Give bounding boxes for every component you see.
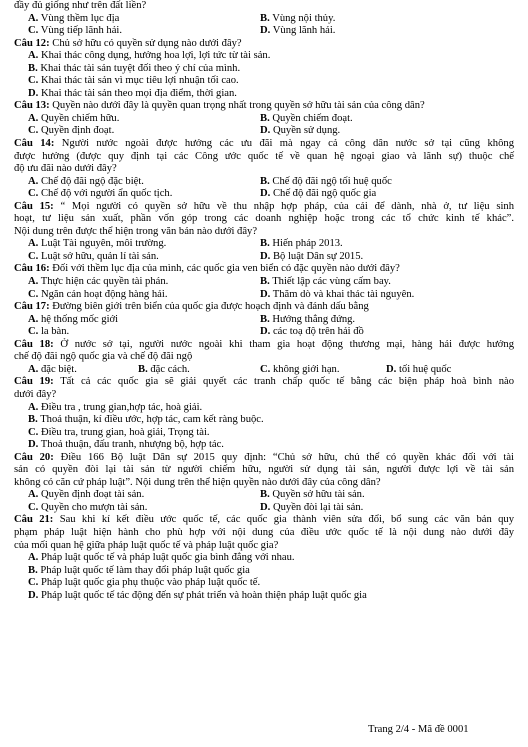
answer-option[interactable] [28, 427, 210, 440]
option-letter: B. [28, 414, 38, 426]
answer-option[interactable] [28, 577, 260, 590]
option-text: Hiến pháp 2013. [272, 238, 343, 250]
answer-option[interactable] [28, 88, 237, 101]
option-text: Bộ luật Dân sự 2015. [272, 250, 364, 262]
text-line [14, 427, 514, 440]
question-text: Đường biên giới trên biển của quốc gia được hoạch định và đánh dấu bằng [52, 301, 369, 313]
text: sản có quyền đòi lại tài sản từ người chiếm hữu, người sử dụng tài sản, người được lợi về tài sản [14, 464, 514, 476]
answer-option[interactable] [28, 238, 166, 251]
question-number: Câu 18: [14, 338, 54, 350]
question-number: Câu 21: [14, 514, 54, 526]
text-line [14, 263, 514, 276]
text-line [14, 326, 514, 339]
option-text: Quyền sử dụng. [272, 125, 341, 137]
answer-option[interactable] [260, 188, 376, 201]
text-line [14, 188, 514, 201]
option-letter: D. [260, 501, 271, 513]
option-text: Pháp luật quốc tế tác động đến sự phát triển và hoàn thiện pháp luật quốc gia [40, 589, 367, 601]
option-text: Quyền chiếm hữu. [40, 112, 120, 124]
option-text: Thoả thuận, đấu tranh, nhượng bộ, hợp tác. [40, 439, 224, 451]
question-text: Chủ sở hữu có quyền sử dụng nào dưới đây? [52, 37, 242, 49]
option-text: Pháp luật quốc tế và pháp luật quốc gia bình đẳng với nhau. [40, 552, 295, 564]
text-line [14, 577, 514, 590]
question-number: Câu 19: [14, 376, 54, 388]
option-letter: D. [28, 87, 39, 99]
answer-option[interactable] [28, 188, 172, 201]
option-letter: C. [28, 75, 39, 87]
text-line [14, 289, 514, 302]
option-letter: D. [260, 125, 271, 137]
answer-option[interactable] [260, 364, 339, 377]
option-letter: A. [28, 401, 39, 413]
option-letter: D. [260, 188, 271, 200]
option-text: không giới hạn. [272, 363, 340, 375]
text-line [14, 389, 514, 402]
question-text: Sau khi kí kết điều ước quốc tế, các quốc gia thành viên sửa đổi, bổ sung các văn bản quy [59, 514, 514, 526]
option-letter: A. [28, 363, 39, 375]
option-letter: C. [28, 25, 39, 37]
text-line [14, 176, 514, 189]
question-text: “ Mọi người có quyền sở hữu về thu nhập hợp pháp, của cải để dành, nhà ở, tư liệu sinh [60, 200, 515, 212]
text-line [14, 100, 514, 113]
option-text: Pháp luật quốc gia phụ thuộc vào pháp luật quốc tế. [40, 577, 261, 589]
question-text: Quyền nào dưới đây là quyền quan trọng nhất trong quyền sở hữu tài sản của công dân? [52, 100, 425, 112]
option-text: Vùng tiếp lãnh hải. [40, 25, 122, 37]
option-letter: B. [260, 175, 270, 187]
answer-option[interactable] [28, 13, 119, 26]
option-letter: B. [28, 62, 38, 74]
answer-option[interactable] [260, 289, 414, 302]
option-letter: C. [28, 288, 39, 300]
answer-option[interactable] [28, 590, 367, 603]
option-letter: B. [260, 276, 270, 288]
option-letter: A. [28, 12, 39, 24]
question-text: Đối với thềm lục địa của mình, các quốc gia ven biển có đặc quyền nào dưới đây? [52, 263, 400, 275]
text-line [14, 201, 514, 214]
text-line [14, 514, 514, 527]
option-text: Khai thác tài sản tuyệt đối theo ý chí của mình. [40, 62, 241, 74]
option-text: Luật sở hữu, quản lí tài sản. [40, 250, 159, 262]
option-text: la bàn. [40, 326, 70, 338]
option-letter: A. [28, 313, 39, 325]
option-text: Quyền sở hữu tài sản. [272, 489, 365, 501]
text-line [14, 314, 514, 327]
text-line [14, 50, 514, 63]
text-line [14, 226, 514, 239]
option-text: Điều tra , trung gian,hợp tác, hoà giải. [40, 401, 203, 413]
text-line [14, 301, 514, 314]
answer-option[interactable] [260, 326, 364, 339]
text: dưới đây? [14, 388, 57, 400]
answer-option[interactable] [260, 489, 365, 502]
option-text: Quyền định đoạt. [40, 125, 115, 137]
text-line [14, 339, 514, 352]
answer-option[interactable] [28, 75, 239, 88]
text-line [14, 125, 514, 138]
text: đầy đủ giống như trên đất liền? [14, 0, 147, 11]
answer-option[interactable] [28, 489, 144, 502]
answer-option[interactable] [28, 251, 159, 264]
option-text: tối huệ quốc [398, 363, 452, 375]
answer-option[interactable] [28, 414, 264, 427]
option-text: Thăm dò và khai thác tài nguyên. [272, 288, 415, 300]
option-text: hệ thống mốc giới [40, 313, 119, 325]
text-line [14, 565, 514, 578]
question-text: Điều 166 Bộ luật Dân sự 2015 quy định: “Chủ sở hữu, chủ thể có quyền khác đối với tài [60, 451, 515, 463]
text-line [14, 25, 514, 38]
option-text: đặc biệt. [40, 363, 77, 375]
text-line [14, 0, 514, 13]
option-letter: B. [260, 12, 270, 24]
option-text: Khai thác công dụng, hưởng hoa lợi, lợi tức từ tài sản. [40, 50, 271, 62]
text-line [14, 276, 514, 289]
option-text: Ngăn cản hoạt động hàng hải. [40, 288, 168, 300]
option-letter: C. [28, 188, 39, 200]
option-letter: B. [260, 112, 270, 124]
question-number: Câu 15: [14, 200, 54, 212]
answer-option[interactable] [28, 63, 240, 76]
text: hoạt, tư liệu sản xuất, phần vốn góp trong các doanh nghiệp hoặc trong các tổ chức kinh tế khác”. [14, 213, 514, 225]
answer-option[interactable] [28, 402, 202, 415]
question-number: Câu 14: [14, 138, 55, 150]
option-letter: A. [28, 112, 39, 124]
question-number: Câu 12: [14, 37, 50, 49]
answer-option[interactable] [28, 364, 77, 377]
text-line [14, 38, 514, 51]
option-text: các toạ độ trên hải đồ [272, 326, 364, 338]
question-number: Câu 13: [14, 100, 50, 112]
option-text: Quyền đòi lại tài sản. [272, 501, 364, 513]
text-line [14, 464, 514, 477]
option-letter: C. [28, 501, 39, 513]
option-text: Quyền định đoạt tài sản. [40, 489, 145, 501]
answer-option[interactable] [260, 13, 335, 26]
option-text: Khai thác tài sản theo mọi địa điểm, thời gian. [40, 87, 237, 99]
option-letter: B. [260, 238, 270, 250]
answer-option[interactable] [260, 238, 343, 251]
answer-option[interactable] [260, 113, 353, 126]
text-line [14, 113, 514, 126]
option-letter: D. [260, 250, 271, 262]
text: độ ưu đãi nào dưới đây? [14, 163, 117, 175]
answer-option[interactable] [28, 276, 168, 289]
option-letter: B. [260, 313, 270, 325]
option-letter: B. [260, 489, 270, 501]
option-text: Hướng thẳng đứng. [272, 313, 356, 325]
option-letter: B. [28, 564, 38, 576]
answer-option[interactable] [28, 289, 167, 302]
answer-option[interactable] [28, 314, 118, 327]
option-letter: A. [28, 552, 39, 564]
answer-option[interactable] [28, 439, 224, 452]
option-text: Chế độ với người ẩn quốc tịch. [40, 188, 173, 200]
answer-option[interactable] [28, 50, 270, 63]
answer-option[interactable] [28, 326, 69, 339]
answer-option[interactable] [28, 552, 295, 565]
answer-option[interactable] [386, 364, 451, 377]
option-text: Thiết lập các vùng cấm bay. [272, 276, 391, 288]
text-line [14, 63, 514, 76]
answer-option[interactable] [138, 364, 190, 377]
text-line [14, 151, 514, 164]
option-letter: C. [260, 363, 271, 375]
option-letter: D. [260, 326, 271, 338]
text-line [14, 552, 514, 565]
text-line [14, 477, 514, 490]
option-letter: D. [28, 439, 39, 451]
option-text: Quyền cho mượn tài sản. [40, 501, 148, 513]
option-text: đặc cách. [150, 363, 190, 375]
option-letter: D. [260, 288, 271, 300]
question-number: Câu 16: [14, 263, 50, 275]
option-text: Vùng thềm lục địa [40, 12, 120, 24]
text-line [14, 138, 514, 151]
answer-option[interactable] [260, 125, 340, 138]
text-line [14, 364, 514, 377]
text-line [14, 452, 514, 465]
answer-option[interactable] [260, 251, 363, 264]
text-line [14, 75, 514, 88]
text-line [14, 502, 514, 515]
text: không có căn cứ pháp luật”. Nội dung trên thể hiện quyền nào dưới đây của công dân? [14, 476, 381, 488]
question-text: Ở nước sở tại, người nước ngoài khi tham gia hoạt động thương mại, hàng hải được hưởng [60, 338, 515, 350]
option-letter: D. [28, 589, 39, 601]
option-text: Vùng lãnh hải. [272, 25, 336, 37]
option-text: Luật Tài nguyên, môi trường. [40, 238, 167, 250]
option-letter: C. [28, 577, 39, 589]
option-text: Quyền chiếm đoạt. [272, 112, 353, 124]
text-line [14, 88, 514, 101]
text: được hưởng (được quy định tại các Công ước quốc tế về quan hệ ngoại giao và lãnh sự) thuộc chế [14, 150, 514, 162]
answer-option[interactable] [28, 565, 250, 578]
answer-option[interactable] [28, 502, 147, 515]
option-letter: C. [28, 326, 39, 338]
text-line [14, 540, 514, 553]
option-text: Pháp luật quốc tế làm thay đổi pháp luật quốc gia [40, 564, 250, 576]
option-letter: A. [28, 238, 39, 250]
answer-option[interactable] [260, 502, 363, 515]
answer-option[interactable] [260, 176, 392, 189]
option-text: Chế độ đãi ngộ tối huệ quốc [272, 175, 392, 187]
text-line [14, 251, 514, 264]
page-footer: Trang 2/4 - Mã đề 0001 [368, 724, 469, 735]
option-text: Vùng nội thủy. [272, 12, 336, 24]
text-line [14, 402, 514, 415]
text-line [14, 351, 514, 364]
question-text: Tất cả các quốc gia sẽ giải quyết các tranh chấp quốc tế bằng các biện pháp hoà bình nào [60, 376, 514, 388]
option-letter: A. [28, 50, 39, 62]
question-number: Câu 20: [14, 451, 54, 463]
option-text: Chế độ đãi ngộ đặc biệt. [40, 175, 144, 187]
answer-option[interactable] [260, 314, 355, 327]
option-letter: D. [386, 363, 397, 375]
text-line [14, 13, 514, 26]
text-line [14, 376, 514, 389]
option-text: Thực hiện các quyền tài phán. [40, 276, 169, 288]
option-text: Chế độ đãi ngộ quốc gia [272, 188, 377, 200]
option-letter: C. [28, 426, 39, 438]
option-text: Khai thác tài sản vì mục tiêu lợi nhuận tối cao. [40, 75, 239, 87]
text-line [14, 238, 514, 251]
question-text: Người nước ngoài được hưởng các ưu đãi mà ngay cả công dân nước sở tại cũng không [61, 138, 514, 150]
text-line [14, 439, 514, 452]
text-line [14, 213, 514, 226]
text-line [14, 414, 514, 427]
option-text: Thoả thuận, kí điều ước, hợp tác, cam kết ràng buộc. [40, 414, 264, 426]
text: phạm pháp luật hiện hành cho phù hợp với nội dung của điều ước quốc tế là nội dung nào dưới đây [14, 526, 514, 538]
text-line [14, 590, 514, 603]
text-line [14, 527, 514, 540]
answer-option[interactable] [28, 113, 119, 126]
exam-page-body [14, 0, 514, 602]
text: của mối quan hệ giữa pháp luật quốc tế và pháp luật quốc gia? [14, 539, 279, 551]
option-letter: D. [260, 25, 271, 37]
answer-option[interactable] [28, 176, 144, 189]
answer-option[interactable] [260, 25, 335, 38]
answer-option[interactable] [28, 125, 114, 138]
option-text: Điều tra, trung gian, hoà giải, Trọng tài. [40, 426, 210, 438]
option-letter: A. [28, 175, 39, 187]
option-letter: B. [138, 363, 148, 375]
option-letter: A. [28, 276, 39, 288]
answer-option[interactable] [28, 25, 122, 38]
text: Nội dung trên được thể hiện trong văn bản nào dưới đây? [14, 225, 258, 237]
answer-option[interactable] [260, 276, 391, 289]
option-letter: C. [28, 250, 39, 262]
text-line [14, 489, 514, 502]
question-number: Câu 17: [14, 301, 50, 313]
option-letter: A. [28, 489, 39, 501]
option-letter: C. [28, 125, 39, 137]
text: chế độ đãi ngộ quốc gia và chế độ đãi ngộ [14, 351, 193, 363]
text-line [14, 163, 514, 176]
